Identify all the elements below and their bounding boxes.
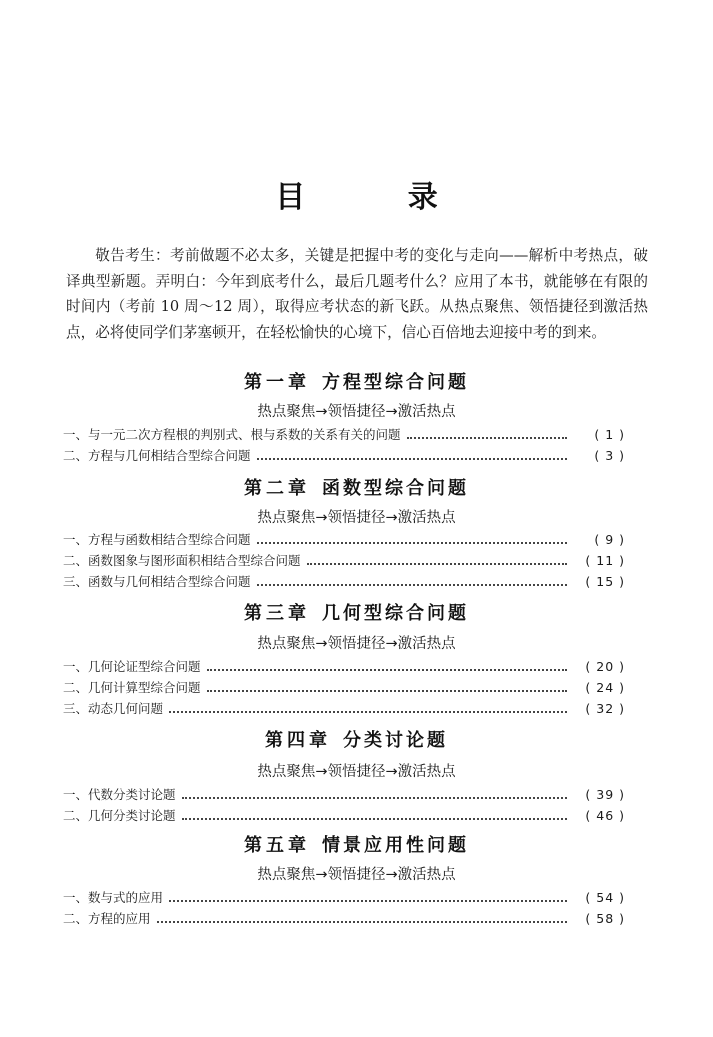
chapter-name: 方程型综合问题 <box>322 372 469 393</box>
leader-dots <box>257 457 567 460</box>
chapter-name: 函数型综合问题 <box>322 478 469 499</box>
toc-entry[interactable] <box>63 678 625 696</box>
toc-entry-page: ( 58 ) <box>585 911 625 926</box>
chapter-heading <box>0 368 713 394</box>
chapter-number: 第五章 <box>244 835 310 856</box>
toc-entry[interactable] <box>63 785 625 803</box>
toc-entry-text: 一、数与式的应用 <box>63 890 164 905</box>
toc-entry-page: ( 3 ) <box>594 448 625 463</box>
toc-entry-text: 三、动态几何问题 <box>63 701 164 716</box>
toc-entry-page: ( 46 ) <box>585 808 625 823</box>
toc-entry[interactable] <box>63 551 625 569</box>
leader-dots <box>407 436 567 439</box>
toc-entry-text: 一、与一元二次方程根的判别式、根与系数的关系有关的问题 <box>63 427 401 442</box>
toc-entry-text: 二、函数图象与图形面积相结合型综合问题 <box>63 553 301 568</box>
toc-entry-page: ( 39 ) <box>585 787 625 802</box>
toc-entry-text: 二、几何计算型综合问题 <box>63 680 201 695</box>
page-title: 目 录 <box>275 180 484 215</box>
leader-dots <box>182 796 567 799</box>
toc-entry-page: ( 1 ) <box>594 427 625 442</box>
toc-entry[interactable] <box>63 806 625 824</box>
toc-entry-text: 三、函数与几何相结合型综合问题 <box>63 574 251 589</box>
leader-dots <box>182 817 567 820</box>
toc-entry[interactable] <box>63 657 625 675</box>
toc-entry[interactable] <box>63 446 625 464</box>
toc-entry-text: 二、方程与几何相结合型综合问题 <box>63 448 251 463</box>
chapter-name: 分类讨论题 <box>343 730 448 751</box>
toc-entry[interactable] <box>63 530 625 548</box>
toc-entry[interactable] <box>63 909 625 927</box>
chapter-number: 第四章 <box>265 730 331 751</box>
chapter-heading <box>0 726 713 752</box>
chapter-number: 第三章 <box>244 603 310 624</box>
chapter-subtitle: 热点聚焦→领悟捷径→激活热点 <box>257 404 456 420</box>
chapter-subtitle: 热点聚焦→领悟捷径→激活热点 <box>257 510 456 526</box>
chapter-heading <box>0 599 713 625</box>
toc-entry[interactable] <box>63 425 625 443</box>
intro-paragraph: 敬告考生：考前做题不必太多，关键是把握中考的变化与走向——解析中考热点，破译典型新题。弄明白：今年到底考什么，最后几题考什么？应用了本书，就能够在有限的时间内（考前 10 周～12 周），取得应考状态的新飞跃。从热点聚焦、领悟捷径到激活热点，必将使同学们茅塞顿开，在轻松愉快的心境下，信心百倍地去迎接中考的到来。 <box>66 247 648 341</box>
toc-entry-page: ( 9 ) <box>594 532 625 547</box>
leader-dots <box>169 899 567 902</box>
chapter-subtitle: 热点聚焦→领悟捷径→激活热点 <box>257 636 456 652</box>
leader-dots <box>257 583 567 586</box>
leader-dots <box>307 562 567 565</box>
chapter-name: 情景应用性问题 <box>322 835 469 856</box>
toc-entry-text: 二、方程的应用 <box>63 911 151 926</box>
chapter-subtitle: 热点聚焦→领悟捷径→激活热点 <box>257 867 456 883</box>
toc-entry-text: 一、代数分类讨论题 <box>63 787 176 802</box>
toc-entry-page: ( 11 ) <box>585 553 625 568</box>
chapter-name: 几何型综合问题 <box>322 603 469 624</box>
chapter-heading <box>0 831 713 857</box>
toc-entry-text: 一、几何论证型综合问题 <box>63 659 201 674</box>
leader-dots <box>207 689 567 692</box>
leader-dots <box>207 668 567 671</box>
toc-entry-page: ( 24 ) <box>585 680 625 695</box>
chapter-heading <box>0 474 713 500</box>
chapter-subtitle: 热点聚焦→领悟捷径→激活热点 <box>257 764 456 780</box>
toc-entry-page: ( 32 ) <box>585 701 625 716</box>
toc-entry-text: 一、方程与函数相结合型综合问题 <box>63 532 251 547</box>
leader-dots <box>257 541 567 544</box>
toc-entry[interactable] <box>63 699 625 717</box>
toc-entry[interactable] <box>63 572 625 590</box>
toc-entry-page: ( 15 ) <box>585 574 625 589</box>
toc-entry-text: 二、几何分类讨论题 <box>63 808 176 823</box>
toc-entry-page: ( 54 ) <box>585 890 625 905</box>
toc-entry-page: ( 20 ) <box>585 659 625 674</box>
toc-entry[interactable] <box>63 888 625 906</box>
chapter-number: 第一章 <box>244 372 310 393</box>
chapter-number: 第二章 <box>244 478 310 499</box>
leader-dots <box>169 710 567 713</box>
leader-dots <box>157 920 567 923</box>
